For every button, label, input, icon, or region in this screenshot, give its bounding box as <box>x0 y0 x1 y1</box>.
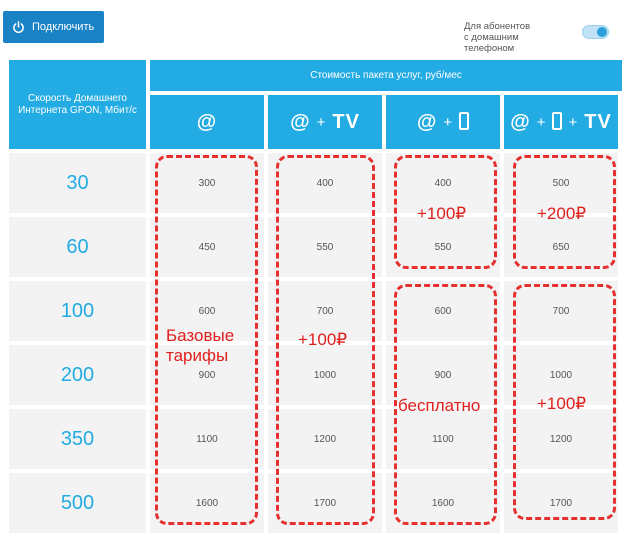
service-combo-header <box>386 95 500 149</box>
price-cell: 450 <box>150 217 264 277</box>
speed-cell: 30 <box>9 153 146 213</box>
price-cell: 1000 <box>504 345 618 405</box>
price-cell: 1200 <box>504 409 618 469</box>
speed-cell: 60 <box>9 217 146 277</box>
speed-cell: 500 <box>9 473 146 533</box>
price-cell: 600 <box>150 281 264 341</box>
price-cell: 900 <box>386 345 500 405</box>
price-cell: 1200 <box>268 409 382 469</box>
internet-symbol: @ <box>196 110 218 133</box>
speed-cell: 350 <box>9 409 146 469</box>
connect-label: Подключить <box>32 21 95 33</box>
price-cell: 700 <box>268 281 382 341</box>
phone-free-annotation: бесплатно <box>398 396 481 415</box>
plus-sign: + <box>443 113 454 131</box>
speed-cell: 100 <box>9 281 146 341</box>
price-cell: 900 <box>150 345 264 405</box>
base-tariffs-annotation <box>166 326 234 366</box>
service-combo-header <box>504 95 618 149</box>
toggle-knob <box>597 27 607 37</box>
tv-label: TV <box>332 110 360 133</box>
home-phone-toggle[interactable] <box>582 25 609 39</box>
toggle-label-line: с домашним <box>464 32 519 43</box>
tv-label: TV <box>584 110 612 133</box>
phone-icon <box>552 112 562 130</box>
toggle-label-line: Для абонентов <box>464 21 531 32</box>
price-cell: 600 <box>386 281 500 341</box>
phone-icon <box>459 112 469 130</box>
internet-symbol: @ <box>290 110 311 133</box>
power-icon <box>12 21 25 34</box>
price-cell: 550 <box>386 217 500 277</box>
price-cell: 500 <box>504 153 618 213</box>
price-cell: 550 <box>268 217 382 277</box>
speed-cell: 200 <box>9 345 146 405</box>
service-combo-header <box>268 95 382 149</box>
toggle-label-line: телефоном <box>464 43 515 54</box>
price-cell: 1700 <box>504 473 618 533</box>
price-cell: 1700 <box>268 473 382 533</box>
annotation-line: Базовые <box>166 326 235 345</box>
cost-header: Стоимость пакета услуг, руб/мес <box>150 60 622 91</box>
price-cell: 1100 <box>386 409 500 469</box>
price-cell: 1600 <box>386 473 500 533</box>
plus-sign: + <box>536 113 547 131</box>
speed-column-header: Скорость Домашнего Интернета GPON, Мбит/с <box>9 60 146 149</box>
price-cell: 300 <box>150 153 264 213</box>
full-low-extra-annotation: +200₽ <box>537 204 587 223</box>
phone-low-extra-annotation: +100₽ <box>417 204 467 223</box>
price-cell: 650 <box>504 217 618 277</box>
price-cell: 1600 <box>150 473 264 533</box>
service-combo-header <box>150 95 264 149</box>
annotation-line: тарифы <box>166 346 229 365</box>
connect-button[interactable] <box>3 11 104 43</box>
plus-sign: + <box>568 113 579 131</box>
toggle-label <box>464 21 564 54</box>
price-cell: 700 <box>504 281 618 341</box>
full-high-extra-annotation: +100₽ <box>537 394 587 413</box>
tv-extra-annotation: +100₽ <box>298 330 348 349</box>
plus-sign: + <box>316 113 327 131</box>
price-cell: 1000 <box>268 345 382 405</box>
internet-symbol: @ <box>416 110 438 133</box>
price-cell: 400 <box>268 153 382 213</box>
internet-symbol: @ <box>510 110 531 133</box>
price-cell: 1100 <box>150 409 264 469</box>
price-cell: 400 <box>386 153 500 213</box>
